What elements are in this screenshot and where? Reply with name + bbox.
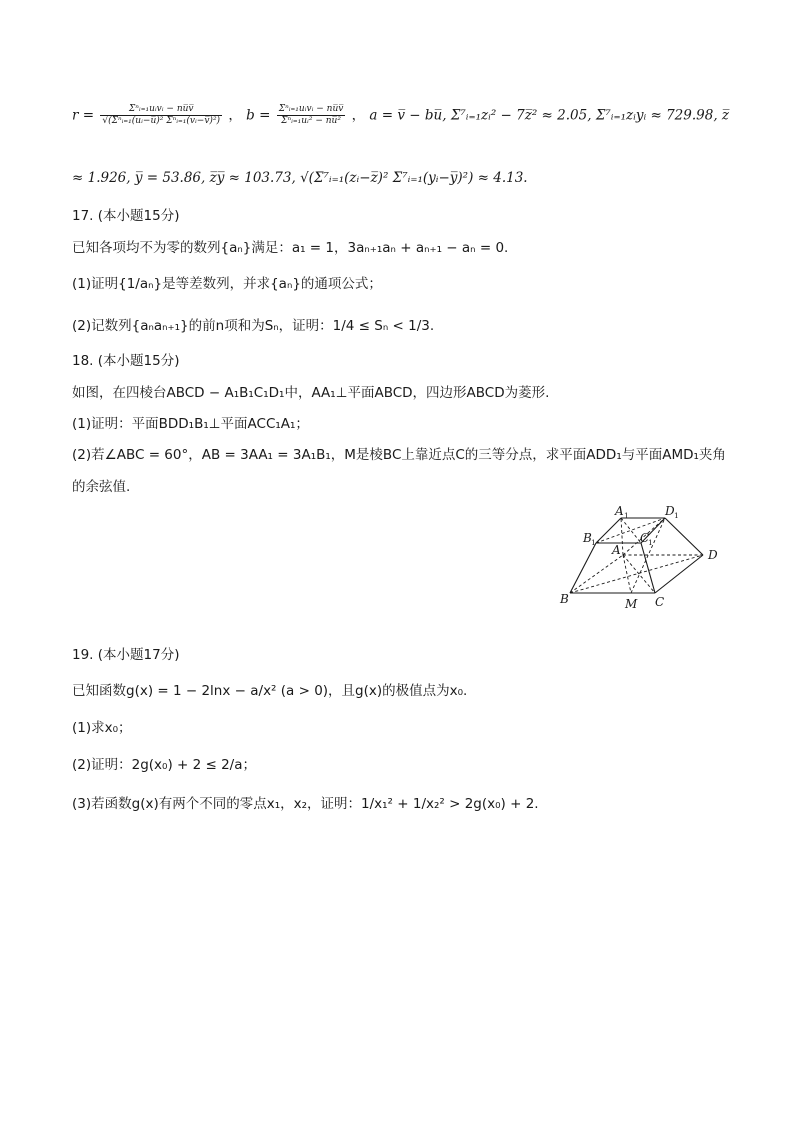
q18-stem: 如图，在四棱台ABCD − A₁B₁C₁D₁中，AA₁⊥平面ABCD，四边形ABCD为菱形. <box>72 385 550 401</box>
edge-M-D1 <box>631 518 665 593</box>
label-D1: D <box>665 504 675 518</box>
label-D: D <box>708 548 718 562</box>
edge-A1-C1 <box>621 518 641 543</box>
q18-heading: 18. (本小题15分) <box>72 353 180 369</box>
q17-part-1: (1)证明{1/aₙ}是等差数列，并求{aₙ}的通项公式； <box>72 276 382 292</box>
label-C1: C <box>640 531 650 545</box>
q18-part-2a: (2)若∠ABC = 60°，AB = 3AA₁ = 3A₁B₁，M是棱BC上靠近点C的三等分点，求平面ADD₁与平面AMD₁夹角 <box>72 447 726 463</box>
label-A1: A <box>615 504 624 518</box>
edge-B-B1 <box>570 543 596 593</box>
q17-heading: 17. (本小题15分) <box>72 208 180 224</box>
q18-part-1: (1)证明：平面BDD₁B₁⊥平面ACC₁A₁； <box>72 416 309 432</box>
edge-C-D <box>655 555 703 593</box>
b-numerator: Σⁿᵢ₌₁uᵢvᵢ − nu̅v̅ <box>277 104 346 116</box>
r-label: r = <box>72 107 95 124</box>
b-denominator: Σⁿᵢ₌₁uᵢ² − nu̅² <box>281 116 341 127</box>
label-B1: B <box>583 531 592 545</box>
q19-heading: 19. (本小题17分) <box>72 647 180 663</box>
q19-part-2: (2)证明：2g(x₀) + 2 ≤ 2/a； <box>72 757 257 773</box>
q17-stem: 已知各项均不为零的数列{aₙ}满足：a₁ = 1，3aₙ₊₁aₙ + aₙ₊₁ − aₙ = 0. <box>72 240 509 256</box>
zy-bar-value: z̅y̅ ≈ 103.73, <box>209 170 296 186</box>
edge-B1-D1 <box>596 518 665 543</box>
label-A1-sub: 1 <box>624 511 629 520</box>
q19-stem: 已知函数g(x) = 1 − 2lnx − a/x² (a > 0)，且g(x)的极值点为x₀. <box>72 683 468 699</box>
r-denominator: √(Σⁿᵢ₌₁(uᵢ−u̅)² Σⁿᵢ₌₁(vᵢ−v̅)²) <box>102 116 221 127</box>
sqrt-value: √(Σ⁷ᵢ₌₁(zᵢ−z̅)² Σ⁷ᵢ₌₁(yᵢ−y̅)²) ≈ 4.13. <box>300 170 528 186</box>
r-fraction <box>100 104 222 128</box>
q18-part-2b: 的余弦值. <box>72 479 131 495</box>
sum-zy: Σ⁷ᵢ₌₁zᵢyᵢ ≈ 729.98, <box>595 107 718 124</box>
formula-line-2 <box>72 170 734 188</box>
label-A: A <box>612 543 621 557</box>
z-bar-trailing: z̅ <box>721 107 730 124</box>
frustum-figure <box>548 500 733 615</box>
label-B1-sub: 1 <box>591 538 596 547</box>
r-numerator: Σⁿᵢ₌₁uᵢvᵢ − nu̅v̅ <box>100 104 222 116</box>
label-C1-sub: 1 <box>648 538 653 547</box>
edge-D1-D <box>665 518 703 555</box>
b-label: b = <box>246 107 271 124</box>
edge-B-D <box>570 555 703 593</box>
label-B: B <box>560 592 569 606</box>
q19-part-1: (1)求x₀； <box>72 720 132 736</box>
formula-line-1: r = $\frac{\text{Σⁿᵢ₌₁uᵢvᵢ − nu̅v̅}}{\text{√(Σⁿᵢ₌₁(uᵢ−u̅)² Σⁿᵢ₌₁(vᵢ−v̅)²)}}$ ， b = $\frac{\text{Σⁿᵢ₌₁uᵢvᵢ − nu̅v̅}}{\text{Σⁿᵢ₌₁uᵢ² − nu̅²}}$ ， a = v̅ − bu̅, Σ⁷ᵢ₌₁zᵢ² − 7z̅² ≈ 2.05, Σ⁷ᵢ₌₁zᵢyᵢ ≈ 729.98, z̅ <box>72 104 730 127</box>
edge-B1-A1 <box>596 518 621 543</box>
edge-A-M <box>623 555 631 593</box>
y-bar-value: y̅ = 53.86, <box>134 170 206 186</box>
edge-A-A1 <box>621 518 623 555</box>
label-M: M <box>625 597 638 611</box>
sum-z-squared: Σ⁷ᵢ₌₁zᵢ² − 7z̅² ≈ 2.05, <box>450 107 592 124</box>
z-bar-value: ≈ 1.926, <box>72 170 131 186</box>
q19-part-3: (3)若函数g(x)有两个不同的零点x₁，x₂，证明：1/x₁² + 1/x₂² > 2g(x₀) + 2. <box>72 796 539 812</box>
label-C: C <box>655 595 665 609</box>
edge-C1-C <box>641 543 655 593</box>
edge-B-A <box>570 555 623 593</box>
q17-part-2: (2)记数列{aₙaₙ₊₁}的前n项和为Sₙ，证明：1/4 ≤ Sₙ < 1/3. <box>72 318 435 334</box>
label-D1-sub: 1 <box>674 511 679 520</box>
a-equation: a = v̅ − bu̅, <box>369 107 447 124</box>
b-fraction <box>277 104 346 128</box>
